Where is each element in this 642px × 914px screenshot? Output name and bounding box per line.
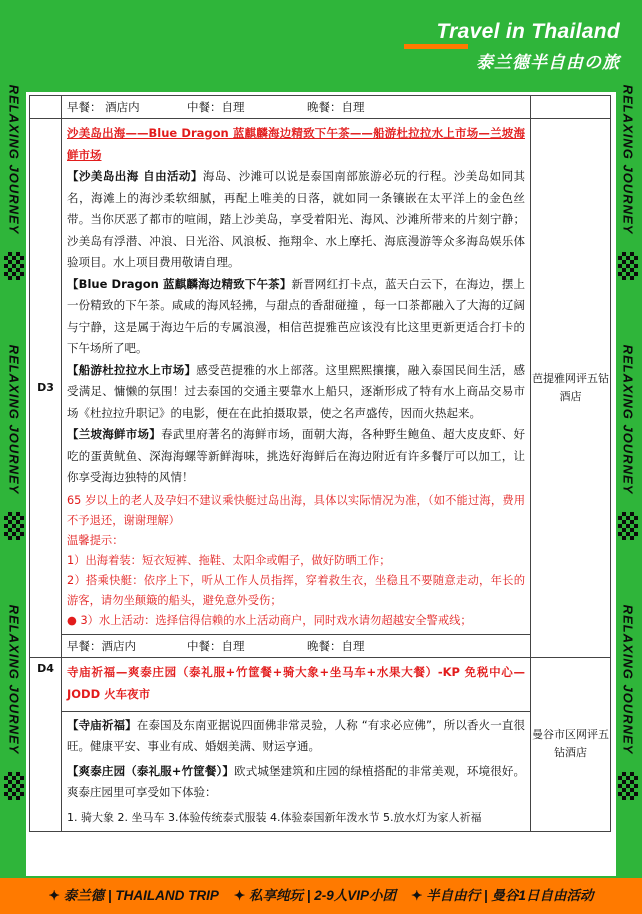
tip-item: 2）搭乘快艇：依序上下，听从工作人员指挥，穿着救生衣，坐稳且不要随意走动，年长的游客，请勿坐颠簸的船头，避免意外受伤； — [67, 573, 525, 607]
paragraph-text: 春武里府著名的海鲜市场，面朝大海，各种野生鲍鱼、超大皮皮虾、好吃的蛋黄鱿鱼、深海海螺等新鲜海味，挑选好海鲜后在海边附近有许多餐厅可以加工，让你享受海边独特的风情！ — [67, 427, 525, 484]
day-label: D4 — [30, 657, 62, 832]
checker-pattern — [4, 772, 24, 800]
footer-item: 私享纯玩 | 2-9人VIP小团 — [249, 888, 397, 903]
checker-pattern — [618, 772, 638, 800]
breakfast-label: 早餐： 酒店内 — [67, 100, 140, 114]
paragraph — [67, 360, 525, 425]
side-text: RELAXING JOURNEY — [620, 344, 636, 495]
checker-pattern — [4, 512, 24, 540]
paragraph-title: 【沙美岛出海 自由活动】 — [67, 169, 203, 183]
table-row — [30, 96, 611, 119]
brand-title: Travel in Thailand — [436, 20, 620, 43]
day-row-d3 — [30, 119, 611, 635]
paragraph-title: 【船游杜拉拉水上市场】 — [67, 362, 197, 377]
meals-row — [62, 96, 530, 118]
header — [0, 0, 642, 90]
experience-list: 1. 骑大象 2. 坐马车 3.体验传统泰式服装 4.体验泰国新年泼水节 5.放水灯为家人祈福 — [67, 810, 482, 824]
lunch-label: 中餐：自理 — [187, 638, 245, 653]
paragraph-text: 在泰国及东南亚据说四面佛非常灵验，人称 “有求必应佛”，所以香火一直很旺。健康平安、事业有成、婚姻美满、财运亨通。 — [67, 717, 526, 753]
route-title: 沙美岛出海——Blue Dragon 蓝麒麟海边精致下午茶——船游杜拉拉水上市场—兰坡海鲜市场 — [67, 126, 525, 162]
day-row-d4 — [30, 657, 611, 832]
day-label: D3 — [30, 119, 62, 658]
checker-pattern — [4, 252, 24, 280]
dinner-label: 晚餐：自理 — [307, 638, 365, 653]
tip-item: ● 3）水上活动：选择信得信赖的水上活动商户，同时戏水请勿超越安全警戒线； — [67, 613, 472, 627]
age-warning: 65 岁以上的老人及孕妇不建议乘快艇过岛出海，具体以实际情况为准，（如不能过海，费用不予退还，谢谢理解） — [67, 493, 525, 527]
hotel-label: 芭提雅网评五钻酒店 — [531, 119, 611, 658]
route-title: 寺庙祈福—爽泰庄园（泰礼服+竹筐餐+骑大象+坐马车+水果大餐）-KP 免税中心—JODD 火车夜市 — [62, 661, 530, 712]
day-content — [62, 658, 530, 832]
paragraph-title: 【寺庙祈福】 — [67, 717, 137, 732]
footer-item: 半自由行 | 曼谷1日自由活动 — [426, 888, 594, 903]
meals-row-d3 — [30, 634, 611, 657]
sparkle-icon: ✦ — [48, 888, 60, 903]
itinerary-page — [26, 92, 616, 876]
side-text: RELAXING JOURNEY — [620, 604, 636, 755]
brand-accent-bar — [404, 44, 468, 49]
paragraph-title: 【爽泰庄园（泰礼服+竹筐餐）】 — [67, 763, 235, 778]
footer-item: 泰兰德 | THAILAND TRIP — [63, 888, 219, 903]
paragraph-text: 海岛、沙滩可以说是泰国南部旅游必玩的行程。沙美岛如同其名，海滩上的海沙柔软细腻，再配上唯美的日落，就如同一条镶嵌在太平洋上的金色丝带。当你厌恶了都市的喧闹，踏上沙美岛，享受着阳光、海风、沙滩所带来的片刻宁静；沙美岛有浮潜、冲浪、日光浴、风浪板、拖翔伞、水上摩托、海底漫游等众多海岛娱乐体验项目。水上项目费用敬请自理。 — [67, 169, 525, 269]
paragraph-title: 【兰坡海鲜市场】 — [67, 427, 161, 441]
sparkle-icon: ✦ — [233, 888, 246, 903]
side-text: RELAXING JOURNEY — [6, 344, 22, 495]
meals-row — [62, 635, 530, 657]
side-text: RELAXING JOURNEY — [6, 604, 22, 755]
itinerary-table — [29, 95, 611, 832]
paragraph — [67, 274, 525, 360]
footer-banner — [0, 878, 642, 914]
brand-subtitle: 泰兰德半自由の旅 — [476, 53, 620, 73]
sparkle-icon: ✦ — [411, 888, 423, 903]
paragraph — [67, 424, 525, 489]
paragraph-text: 欧式城堡建筑和庄园的绿植搭配的非常美观，环境很好。爽泰庄园里可享受如下体验： — [67, 763, 525, 799]
paragraph-title: 【Blue Dragon 蓝麒麟海边精致下午茶】 — [67, 276, 292, 291]
paragraph-text: 感受芭提雅的水上部落。这里熙熙攘攘，融入泰国民间生活，感受满足、慵懒的氛围！过去泰国的交通主要靠水上船只，逐渐形成了特有水上商品交易市场《杜拉拉升职记》的电影，便在在此拍摄取景，使之名声盛传，因而火热起来。 — [67, 362, 525, 420]
paragraph — [67, 715, 525, 758]
lunch-label: 中餐：自理 — [187, 100, 245, 114]
paragraph — [67, 761, 525, 804]
breakfast-label: 早餐：酒店内 — [67, 638, 136, 653]
checker-pattern — [618, 252, 638, 280]
side-text: RELAXING JOURNEY — [620, 84, 636, 235]
side-text: RELAXING JOURNEY — [6, 84, 22, 235]
day-content — [62, 119, 530, 634]
tip-item: 1）出海着装：短衣短裤、拖鞋、太阳伞或帽子，做好防晒工作； — [67, 553, 391, 567]
hotel-label: 曼谷市区网评五钻酒店 — [531, 657, 611, 832]
paragraph-text: 新晋网红打卡点，蓝天白云下，在海边，摆上一份精致的下午茶。咸咸的海风轻拂，与甜点的香甜碰撞 ，每一口茶都融入了大海的辽阔与宁静，这是属于海边午后的专属浪漫，相信芭提雅芭应该没有比这里更新更适合打卡的下午场所了吧。 — [67, 276, 525, 355]
left-side-strip — [2, 84, 26, 874]
paragraph — [67, 166, 525, 274]
right-side-strip — [616, 84, 640, 874]
checker-pattern — [618, 512, 638, 540]
tips-title: 温馨提示： — [67, 533, 124, 547]
dinner-label: 晚餐：自理 — [307, 100, 365, 114]
